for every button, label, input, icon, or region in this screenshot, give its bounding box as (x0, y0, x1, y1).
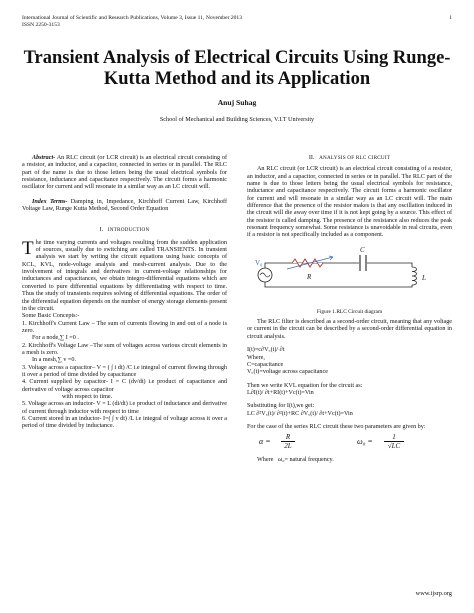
resistor-label: R (307, 272, 312, 281)
page-header (22, 15, 452, 28)
parameters-intro: For the case of the series RLC circuit these two parameters are given by: (247, 423, 426, 430)
left-column (22, 155, 227, 431)
index-terms (22, 199, 227, 214)
author-name: Anuj Suhag (217, 98, 257, 107)
section-2-heading: II. ANALYSIS OF RLC CIRCUIT (308, 155, 391, 161)
concept-item: For a node,∑ I =0 . (32, 335, 79, 342)
rlc-circuit-figure (247, 243, 452, 307)
abstract-label: Abstract- (32, 155, 56, 161)
issn: ISSN 2250-3153 (22, 21, 60, 28)
substitution-intro: Substituting for I(t),we get: (247, 403, 315, 410)
drop-cap: T (22, 237, 34, 259)
substitution-equation: LC ∂²V꜀(t)/ ∂²(t)+RC ∂V꜀(t)/ ∂t+Vc(t)=Vin (247, 410, 353, 417)
source-label: V₀ (255, 258, 263, 267)
natural-frequency-note: Where ω₀= natural frequency. (257, 457, 334, 464)
concept-item: 1. Kirchhoff's Current Law – The sum of currents flowing in and out of a node is zero. (22, 320, 227, 334)
journal-website: www.ijsrp.org (415, 590, 452, 597)
index-terms-label: Index Terms- (32, 198, 68, 205)
inductor-label: L (422, 273, 426, 282)
paper-title: Transient Analysis of Electrical Circuits Using Runge-Kutta Method and its Application (23, 48, 451, 89)
index-terms-text: Damping in, Impedance, Kirchhoff Current Law, Kirchhoff Voltage Law, Runge Kutta Method, Second Order Equation (22, 198, 228, 213)
rlc-paragraph: An RLC circuit (or LCR circuit) is an electrical circuit consisting of a resistor, an inductor, and a capacitor, connected in series or in parallel. The RLC part of the name is due to those letters being the usual electrical symbols for resistance, inductance and capacitance respectively. The circuit forms a harmonic oscillator for current and will resonate in a similar way as an LC circuit will. The main difference that the presence of the resistor makes is that any oscillation induced in the circuit will die away over time if it is not kept going by a source. This effect of the resistor is called damping. The presence of the resistance also reduces the peak resonant frequency somewhat. Some resistance is unavoidable in real circuits, even if a resistor is not specifically included as a component. (247, 166, 452, 239)
concept-item: In a mesh,∑ v =0. (32, 357, 76, 364)
concept-item: 6. Current stored in an inductor- I=( ∫ v dt) /L i.e integral of voltage across it over a period of time divided by inductance. (22, 416, 227, 430)
current-definition: I(t)=c∂V꜀(t)/ ∂t (247, 347, 285, 354)
journal-name: International Journal of Scientific and Research Publications, Volume 3, Issue 11, November 2013 (22, 15, 243, 21)
where-label: Where, (247, 354, 265, 361)
alpha-denominator: 2L (284, 442, 292, 451)
second-order-paragraph: The RLC filter is described as a second-order circuit, meaning that any voltage or current in the circuit can be described by a second-order differential equation in circuit analysis. (247, 319, 452, 340)
author-affiliation: School of Mechanical and Building Sciences, V.I.T University (159, 116, 315, 123)
omega-denominator: √LC (387, 442, 401, 451)
concept-item: 3. Voltage across a capacitor– V = ( ∫ i dt) /C i.e integral of current flowing through it over a period of time divided by capacitance (22, 364, 227, 378)
kvl-intro: Then we write KVL equation for the circuit as: (247, 382, 363, 389)
resistor-symbol (292, 259, 323, 267)
capacitance-definition: C=capacitance (247, 361, 284, 368)
concepts-heading: Some Basic Concepts:- (22, 313, 80, 320)
omega-numerator: 1 (384, 433, 404, 442)
parameter-formulas (247, 433, 452, 453)
concept-item: with respect to time. (62, 393, 113, 400)
page-number: 1 (449, 15, 452, 21)
omega-lhs: ω₀ = (357, 437, 373, 447)
intro-paragraph: The time varying currents and voltages resulting from the sudden application of sources, usually due to switching are called TRANSIENTS. In transient analysis we start by writing the circuit equations using basic concepts of KCL, KVL, node-voltage analysis and mesh-current analysis. Due to the involvement of integrals and derivatives in current-voltage relationships for inductances and capacitances, we obtain integro-differential equations which are converted to pure differential equations by differentiating with respect to time. Thus the study of transients requires solving of differential equations. The order of the differential equation depends on the number of energy storage elements present in the circuit. (22, 237, 227, 312)
concept-item: 4. Current supplied by capacitor- I = C (dv/dt) i.e product of capacitance and derivative of voltage across capacitor (22, 379, 227, 393)
alpha-lhs: α = (259, 437, 271, 447)
section-1-heading: I. INTRODUCTION (99, 227, 150, 234)
capacitor-label: C (360, 245, 365, 254)
alpha-numerator: R (281, 433, 295, 442)
figure-caption: Figure 1.RLC Circuit diagram (316, 308, 383, 315)
abstract (22, 155, 227, 192)
kvl-equation: L∂I(t)/ ∂t+RI(t)+Vc(t)=Vin (247, 389, 314, 396)
concept-item: 5. Voltage across an inductor- V = L (di/dt) i.e product of inductance and derivative of current through inductor with respect to time (22, 401, 227, 415)
voltage-definition: V꜀(t)=voltage across capacitance (247, 369, 328, 376)
rlc-circuit-diagram (247, 243, 452, 307)
right-column (247, 155, 452, 465)
concept-item: 2. Kirchhoff's Voltage Law –The sum of voltages across various circuit elements in a mesh is zero. (22, 342, 227, 356)
abstract-text: An RLC circuit (or LCR circuit) is an electrical circuit consisting of a resistor, an inductor, and a capacitor, connected in series or in parallel. The RLC part of the name is due to those letters being the usual electrical symbols for resistance, inductance and capacitance respectively. The circuit forms a harmonic oscillator for current and will resonate in a similar way as an LC circuit will. (22, 155, 227, 191)
